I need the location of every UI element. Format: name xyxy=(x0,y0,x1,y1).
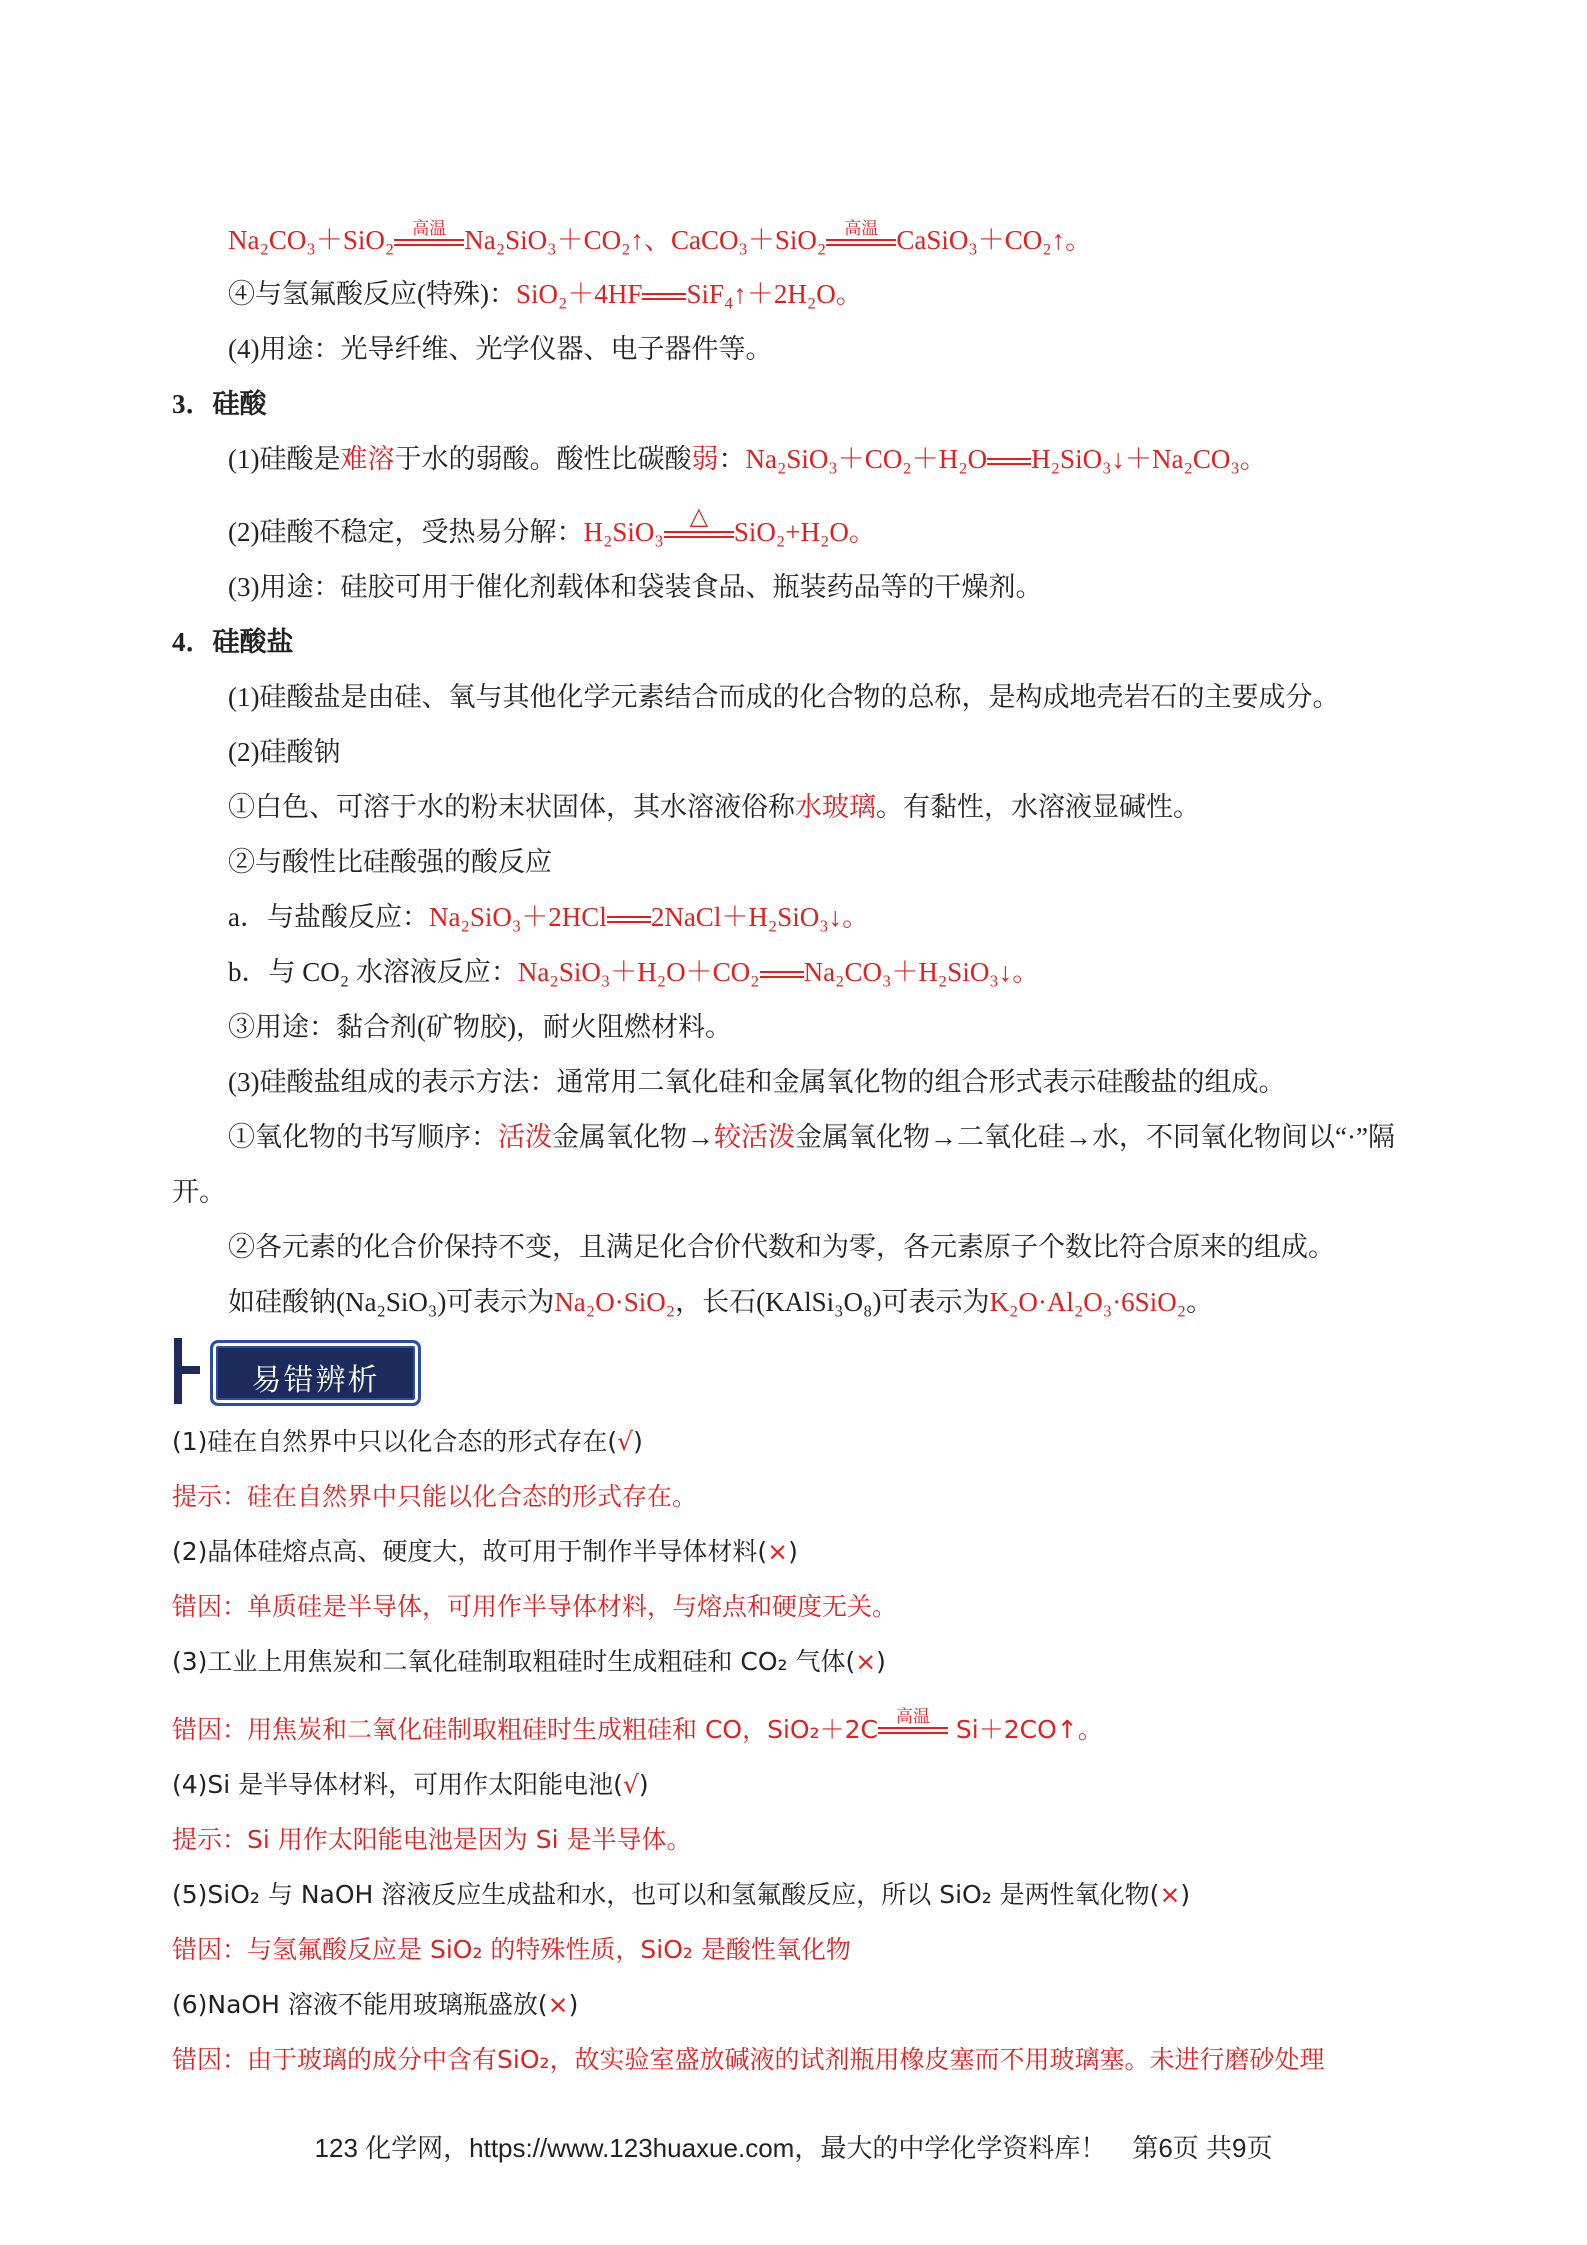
text: (4)Si 是半导体材料，可用作太阳能电池( xyxy=(172,1770,623,1799)
equal-sign xyxy=(607,913,651,927)
text: (5)SiO₂ 与 NaOH 溶液反应生成盐和水，也可以和氢氟酸反应，所以 SiO₂ 是两性氧化物( xyxy=(172,1880,1160,1909)
answer-mark: × xyxy=(767,1537,789,1566)
answer-1: 提示：硅在自然界中只能以化合态的形式存在。 xyxy=(172,1482,698,1511)
high-temp-arrow xyxy=(878,1707,948,1741)
silicate-10: 开。 xyxy=(172,1177,226,1207)
question-1 xyxy=(172,1424,643,1460)
eq-text: 2NaCl＋H₂SiO₃↓。 xyxy=(650,902,870,932)
condition-label: 高温 xyxy=(895,1707,930,1727)
text: 金属氧化物→二氧化硅→水，不同氧化物间以“·”隔 xyxy=(795,1122,1395,1152)
text: ) xyxy=(638,1770,649,1799)
text: ) xyxy=(876,1647,886,1676)
equation-line-1 xyxy=(228,218,1093,258)
eq-text: Na₂CO₃＋SiO₂ xyxy=(228,225,395,255)
silicic-acid-3: (3)用途：硅胶可用于催化剂载体和袋装食品、瓶装药品等的干燥剂。 xyxy=(228,572,1043,602)
answer-2: 错因：单质硅是半导体，可用作半导体材料，与熔点和硬度无关。 xyxy=(172,1592,898,1621)
text-red: 活泼 xyxy=(498,1122,552,1152)
page-footer: 123 化学网，https://www.123huaxue.com，最大的中学化学资料库！ 第6页 共9页 xyxy=(314,2133,1273,2163)
eq-text: Na₂SiO₃＋2HCl xyxy=(428,902,607,932)
question-4 xyxy=(172,1767,649,1803)
text: 。有黏性，水溶液显碱性。 xyxy=(876,792,1200,822)
eq-text: Na₂SiO₃＋CO₂↑、CaCO₃＋SiO₂ xyxy=(464,225,827,255)
text: (2)硅酸不稳定，受热易分解： xyxy=(228,517,584,547)
text: ①氧化物的书写顺序： xyxy=(228,1122,498,1152)
eq-text: H₂SiO₃↓＋Na₂CO₃。 xyxy=(1031,444,1267,474)
usage-line: (4)用途：光导纤维、光学仪器、电子器件等。 xyxy=(228,334,773,364)
text-red: K₂O·Al₂O₃·6SiO₂ xyxy=(989,1287,1187,1317)
text: ，长石(KAlSi₃O₈)可表示为 xyxy=(675,1287,990,1317)
condition-label: 高温 xyxy=(844,218,879,238)
question-2 xyxy=(172,1534,798,1570)
silicate-5 xyxy=(228,899,869,935)
equal-sign xyxy=(987,455,1031,469)
question-6 xyxy=(172,1987,578,2023)
silicate-6 xyxy=(228,954,1039,990)
heading-silicic-acid: 3．硅酸 xyxy=(172,389,267,419)
text: (1)硅酸是 xyxy=(228,444,341,474)
text: ) xyxy=(788,1537,798,1566)
eq-text: Na₂SiO₃＋H₂O＋CO₂ xyxy=(517,957,760,987)
text: (1)硅在自然界中只以化合态的形式存在( xyxy=(172,1427,618,1456)
silicate-11: ②各元素的化合价保持不变，且满足化合价代数和为零，各元素原子个数比符合原来的组成。 xyxy=(228,1232,1335,1262)
text: ) xyxy=(568,1990,579,2019)
heading-silicate: 4．硅酸盐 xyxy=(172,627,294,657)
condition-label: 高温 xyxy=(412,218,447,238)
silicate-12 xyxy=(228,1284,1213,1320)
answer-6: 错因：由于玻璃的成分中含有SiO₂，故实验室盛放碱液的试剂瓶用橡皮塞而不用玻璃塞。未进行磨砂处理 xyxy=(172,2045,1325,2074)
answer-mark: × xyxy=(1159,1880,1181,1909)
text: (6)NaOH 溶液不能用玻璃瓶盛放( xyxy=(172,1990,548,2019)
eq-text: Na₂CO₃＋H₂SiO₃↓。 xyxy=(803,957,1040,987)
text-red: Na₂O·SiO₂ xyxy=(554,1287,676,1317)
answer-mark: √ xyxy=(617,1427,634,1456)
text-red: 难溶 xyxy=(340,444,395,474)
answer-3 xyxy=(172,1707,1103,1748)
text-red: 弱 xyxy=(691,444,719,474)
section-tag xyxy=(172,1336,424,1406)
text: ： xyxy=(718,444,746,474)
text-red: Si＋2CO↑。 xyxy=(947,1715,1103,1744)
heat-arrow xyxy=(664,503,734,545)
silicate-2: (2)硅酸钠 xyxy=(228,737,341,767)
silicate-1: (1)硅酸盐是由硅、氧与其他化学元素结合而成的化合物的总称，是构成地壳岩石的主要成分。 xyxy=(228,682,1340,712)
text-red: 较活泼 xyxy=(714,1122,795,1152)
text: 如硅酸钠(Na₂SiO₃)可表示为 xyxy=(228,1287,555,1317)
text: 于水的弱酸。酸性比碳酸 xyxy=(394,444,692,474)
text-red: 水玻璃 xyxy=(795,792,876,822)
question-5 xyxy=(172,1877,1190,1913)
eq-text: H₂SiO₃ xyxy=(583,517,664,547)
text: ④与氢氟酸反应(特殊)： xyxy=(228,279,516,309)
condition-label: △ xyxy=(689,503,709,530)
hf-reaction-line xyxy=(228,276,863,312)
high-temp-arrow xyxy=(826,218,896,253)
text: a．与盐酸反应： xyxy=(228,902,429,932)
text: 。 xyxy=(1186,1287,1214,1317)
eq-text: SiO₂+H₂O。 xyxy=(733,517,876,547)
eq-text: SiO₂＋4HF xyxy=(515,279,643,309)
text: (2)晶体硅熔点高、硬度大，故可用于制作半导体材料( xyxy=(172,1537,768,1566)
equal-sign xyxy=(760,968,804,982)
silicic-acid-1 xyxy=(228,441,1267,477)
equal-sign xyxy=(642,290,686,304)
silicate-4: ②与酸性比硅酸强的酸反应 xyxy=(228,847,552,877)
question-3 xyxy=(172,1644,886,1680)
section-title: 易错辨析 xyxy=(251,1363,380,1398)
answer-5: 错因：与氢氟酸反应是 SiO₂ 的特殊性质，SiO₂ 是酸性氧化物 xyxy=(172,1935,851,1964)
text: ) xyxy=(1180,1880,1191,1909)
eq-text: CaSiO₃＋CO₂↑。 xyxy=(896,225,1093,255)
text: ①白色、可溶于水的粉末状固体，其水溶液俗称 xyxy=(228,792,795,822)
answer-mark: × xyxy=(547,1990,569,2019)
text: (3)工业上用焦炭和二氧化硅制取粗硅时生成粗硅和 CO₂ 气体( xyxy=(172,1647,856,1676)
silicate-7: ③用途：黏合剂(矿物胶)，耐火阻燃材料。 xyxy=(228,1012,732,1042)
text: ) xyxy=(633,1427,643,1456)
bracket-icon xyxy=(172,1336,200,1406)
answer-mark: × xyxy=(855,1647,877,1676)
answer-mark: √ xyxy=(622,1770,639,1799)
silicate-8: (3)硅酸盐组成的表示方法：通常用二氧化硅和金属氧化物的组合形式表示硅酸盐的组成。 xyxy=(228,1067,1286,1097)
eq-text: SiF₄↑＋2H₂O。 xyxy=(686,279,863,309)
silicate-9 xyxy=(228,1119,1395,1155)
eq-text: Na₂SiO₃＋CO₂＋H₂O xyxy=(745,444,988,474)
text: b．与 CO₂ 水溶液反应： xyxy=(228,957,518,987)
answer-4: 提示：Si 用作太阳能电池是因为 Si 是半导体。 xyxy=(172,1825,692,1854)
text: 金属氧化物→ xyxy=(552,1122,714,1152)
section-title-box xyxy=(210,1340,421,1406)
high-temp-arrow xyxy=(394,218,464,253)
text-red: 错因：用焦炭和二氧化硅制取粗硅时生成粗硅和 CO，SiO₂＋2C xyxy=(172,1715,878,1744)
silicate-3 xyxy=(228,789,1200,825)
silicic-acid-2 xyxy=(228,503,876,550)
